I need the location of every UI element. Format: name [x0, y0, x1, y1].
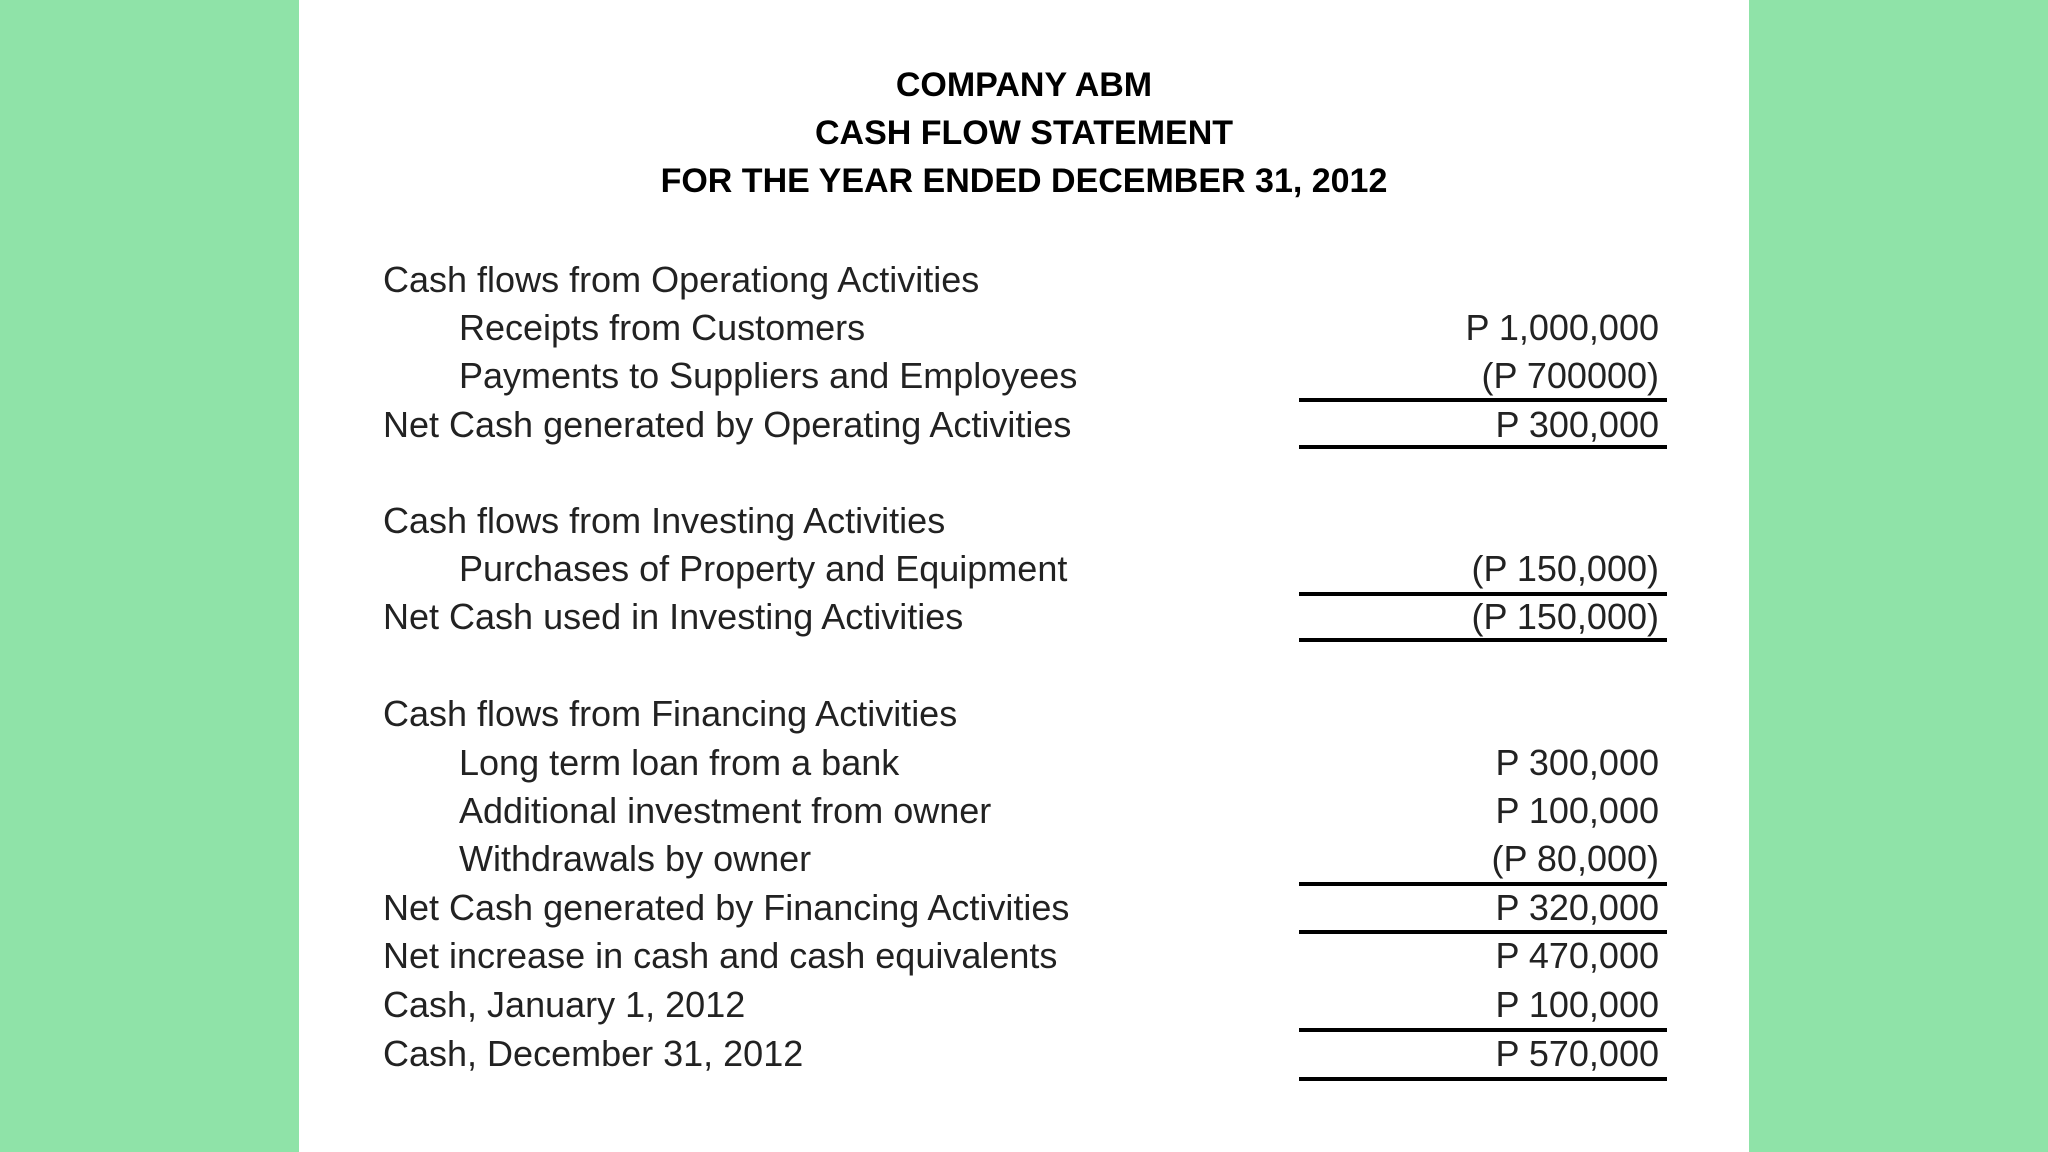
investment-amount: P 100,000	[1495, 790, 1659, 831]
purchases-label: Purchases of Property and Equipment	[459, 548, 1068, 589]
investing-heading: Cash flows from Investing Activities	[383, 500, 946, 541]
increase-amount: P 470,000	[1495, 935, 1659, 976]
opening-cash-amount: P 100,000	[1495, 984, 1659, 1025]
payments-row	[299, 352, 1749, 400]
investing-heading-row	[299, 497, 1749, 545]
receipts-amount: P 1,000,000	[1465, 307, 1659, 348]
company-name: COMPANY ABM	[895, 66, 1153, 104]
operating-total-rule	[1299, 445, 1667, 449]
investing-total-rule	[1299, 638, 1667, 642]
financing-net-amount: P 320,000	[1495, 887, 1659, 928]
statement-page	[299, 0, 1749, 1152]
receipts-row	[299, 304, 1749, 352]
purchases-amount: (P 150,000)	[1471, 548, 1659, 589]
operating-heading: Cash flows from Operationg Activities	[383, 259, 980, 300]
investing-net-amount: (P 150,000)	[1471, 596, 1659, 637]
operating-heading-row	[299, 256, 1749, 304]
operating-net-label: Net Cash generated by Operating Activities	[383, 404, 1072, 445]
loan-label: Long term loan from a bank	[459, 742, 900, 783]
loan-amount: P 300,000	[1495, 742, 1659, 783]
increase-row	[299, 932, 1749, 980]
statement-period: FOR THE YEAR ENDED DECEMBER 31, 2012	[660, 162, 1388, 200]
operating-net-amount: P 300,000	[1495, 404, 1659, 445]
opening-cash-label: Cash, January 1, 2012	[383, 984, 746, 1025]
payments-amount: (P 700000)	[1481, 355, 1659, 396]
purchases-row	[299, 545, 1749, 593]
investment-label: Additional investment from owner	[459, 790, 992, 831]
investing-net-label: Net Cash used in Investing Activities	[383, 596, 964, 637]
financing-heading: Cash flows from Financing Activities	[383, 693, 958, 734]
statement-title: CASH FLOW STATEMENT	[814, 114, 1234, 152]
investment-row	[299, 787, 1749, 835]
financing-heading-row	[299, 690, 1749, 738]
investing-net-row	[299, 593, 1749, 641]
withdrawals-amount: (P 80,000)	[1491, 838, 1659, 879]
financing-net-label: Net Cash generated by Financing Activities	[383, 887, 1070, 928]
financing-net-row	[299, 884, 1749, 932]
withdrawals-row	[299, 835, 1749, 883]
closing-cash-amount: P 570,000	[1495, 1033, 1659, 1074]
payments-label: Payments to Suppliers and Employees	[459, 355, 1078, 396]
increase-label: Net increase in cash and cash equivalents	[383, 935, 1058, 976]
receipts-label: Receipts from Customers	[459, 307, 866, 348]
closing-cash-row	[299, 1030, 1749, 1078]
loan-row	[299, 739, 1749, 787]
closing-total-rule	[1299, 1077, 1667, 1081]
closing-cash-label: Cash, December 31, 2012	[383, 1033, 804, 1074]
opening-cash-row	[299, 981, 1749, 1029]
withdrawals-label: Withdrawals by owner	[459, 838, 812, 879]
operating-net-row	[299, 401, 1749, 449]
